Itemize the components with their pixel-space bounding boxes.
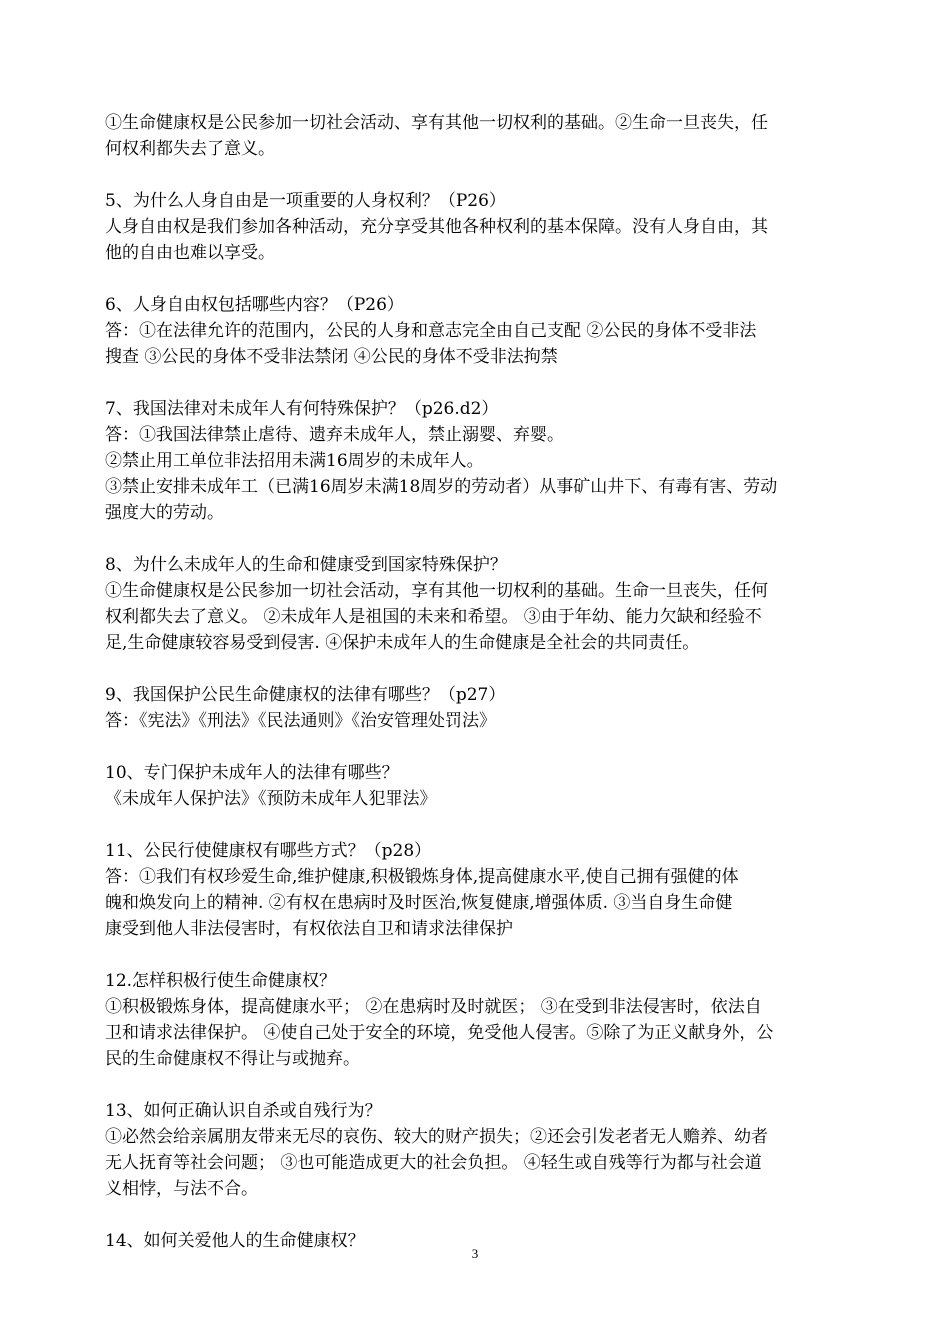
text-line: 11、公民行使健康权有哪些方式？（p28） (105, 841, 432, 861)
text-line: 14、如何关爱他人的生命健康权？ (105, 1231, 365, 1251)
text-line: 8、为什么未成年人的生命和健康受到国家特殊保护？ (105, 555, 507, 575)
blank-line (105, 812, 847, 838)
blank-line (105, 656, 847, 682)
blank-line (105, 1202, 847, 1228)
text-line: 7、我国法律对未成年人有何特殊保护？（p26.d2） (105, 399, 499, 419)
blank-line (105, 526, 847, 552)
text-line: 义相悖，与法不合。 (105, 1179, 258, 1199)
text-line: 足,生命健康较容易受到侵害. ④保护未成年人的生命健康是全社会的共同责任。 (105, 633, 700, 653)
text-line: 康受到他人非法侵害时，有权依法自卫和请求法律保护 (105, 919, 513, 939)
text-line: 答：①在法律允许的范围内，公民的人身和意志完全由自己支配 ②公民的身体不受非法 (105, 321, 757, 341)
text-line: 强度大的劳动。 (105, 503, 224, 523)
text-line: ②禁止用工单位非法招用未满16周岁的未成年人。 (105, 451, 484, 471)
page-body (105, 110, 847, 1254)
text-line: 9、我国保护公民生命健康权的法律有哪些？（p27） (105, 685, 506, 705)
text-line: 10、专门保护未成年人的法律有哪些？ (105, 763, 399, 783)
text-line: 民的生命健康权不得让与或抛弃。 (105, 1049, 360, 1069)
text-line: 无人抚育等社会问题； ③也可能造成更大的社会负担。 ④轻生或自残等行为都与社会道 (105, 1153, 762, 1173)
text-line: 答：①我国法律禁止虐待、遗弃未成年人，禁止溺婴、弃婴。 (105, 425, 564, 445)
blank-line (105, 734, 847, 760)
page-number: 3 (471, 1246, 479, 1261)
text-line: ①积极锻炼身体，提高健康水平； ②在患病时及时就医； ③在受到非法侵害时，依法自 (105, 997, 762, 1017)
blank-line (105, 370, 847, 396)
text-line: 搜查 ③公民的身体不受非法禁闭 ④公民的身体不受非法拘禁 (105, 347, 558, 367)
text-line: 答：①我们有权珍爱生命,维护健康,积极锻炼身体,提高健康水平,使自己拥有强健的体 (105, 867, 739, 887)
text-line: 权利都失去了意义。 ②未成年人是祖国的未来和希望。 ③由于年幼、能力欠缺和经验不 (105, 607, 762, 627)
blank-line (105, 162, 847, 188)
blank-line (105, 942, 847, 968)
text-line: 卫和请求法律保护。 ④使自己处于安全的环境，免受他人侵害。⑤除了为正义献身外，公 (105, 1023, 774, 1043)
text-line: ①必然会给亲属朋友带来无尽的哀伤、较大的财产损失；②还会引发老者无人赡养、幼者 (105, 1127, 768, 1147)
text-line: 人身自由权是我们参加各种活动，充分享受其他各种权利的基本保障。没有人身自由，其 (105, 217, 768, 237)
text-line: ①生命健康权是公民参加一切社会活动，享有其他一切权利的基础。生命一旦丧失，任何 (105, 581, 768, 601)
text-line: 12.怎样积极行使生命健康权？ (105, 971, 337, 991)
blank-line (105, 1072, 847, 1098)
text-line: 答：《宪法》《刑法》《民法通则》《治安管理处罚法》 (105, 711, 496, 731)
text-line: 何权利都失去了意义。 (105, 139, 275, 159)
text-line: 魄和焕发向上的精神. ②有权在患病时及时医治,恢复健康,增强体质. ③当自身生命健 (105, 893, 733, 913)
text-line: 13、如何正确认识自杀或自残行为？ (105, 1101, 382, 1121)
text-line: 他的自由也难以享受。 (105, 243, 275, 263)
text-line: ③禁止安排未成年工（已满16周岁未满18周岁的劳动者）从事矿山井下、有毒有害、劳动 (105, 477, 778, 497)
text-line: 5、为什么人身自由是一项重要的人身权利？（P26） (105, 191, 506, 211)
blank-line (105, 266, 847, 292)
text-line: ①生命健康权是公民参加一切社会活动、享有其他一切权利的基础。②生命一旦丧失，任 (105, 113, 768, 133)
text-line: 6、人身自由权包括哪些内容？（P26） (105, 295, 404, 315)
text-line: 《未成年人保护法》《预防未成年人犯罪法》 (105, 789, 437, 809)
